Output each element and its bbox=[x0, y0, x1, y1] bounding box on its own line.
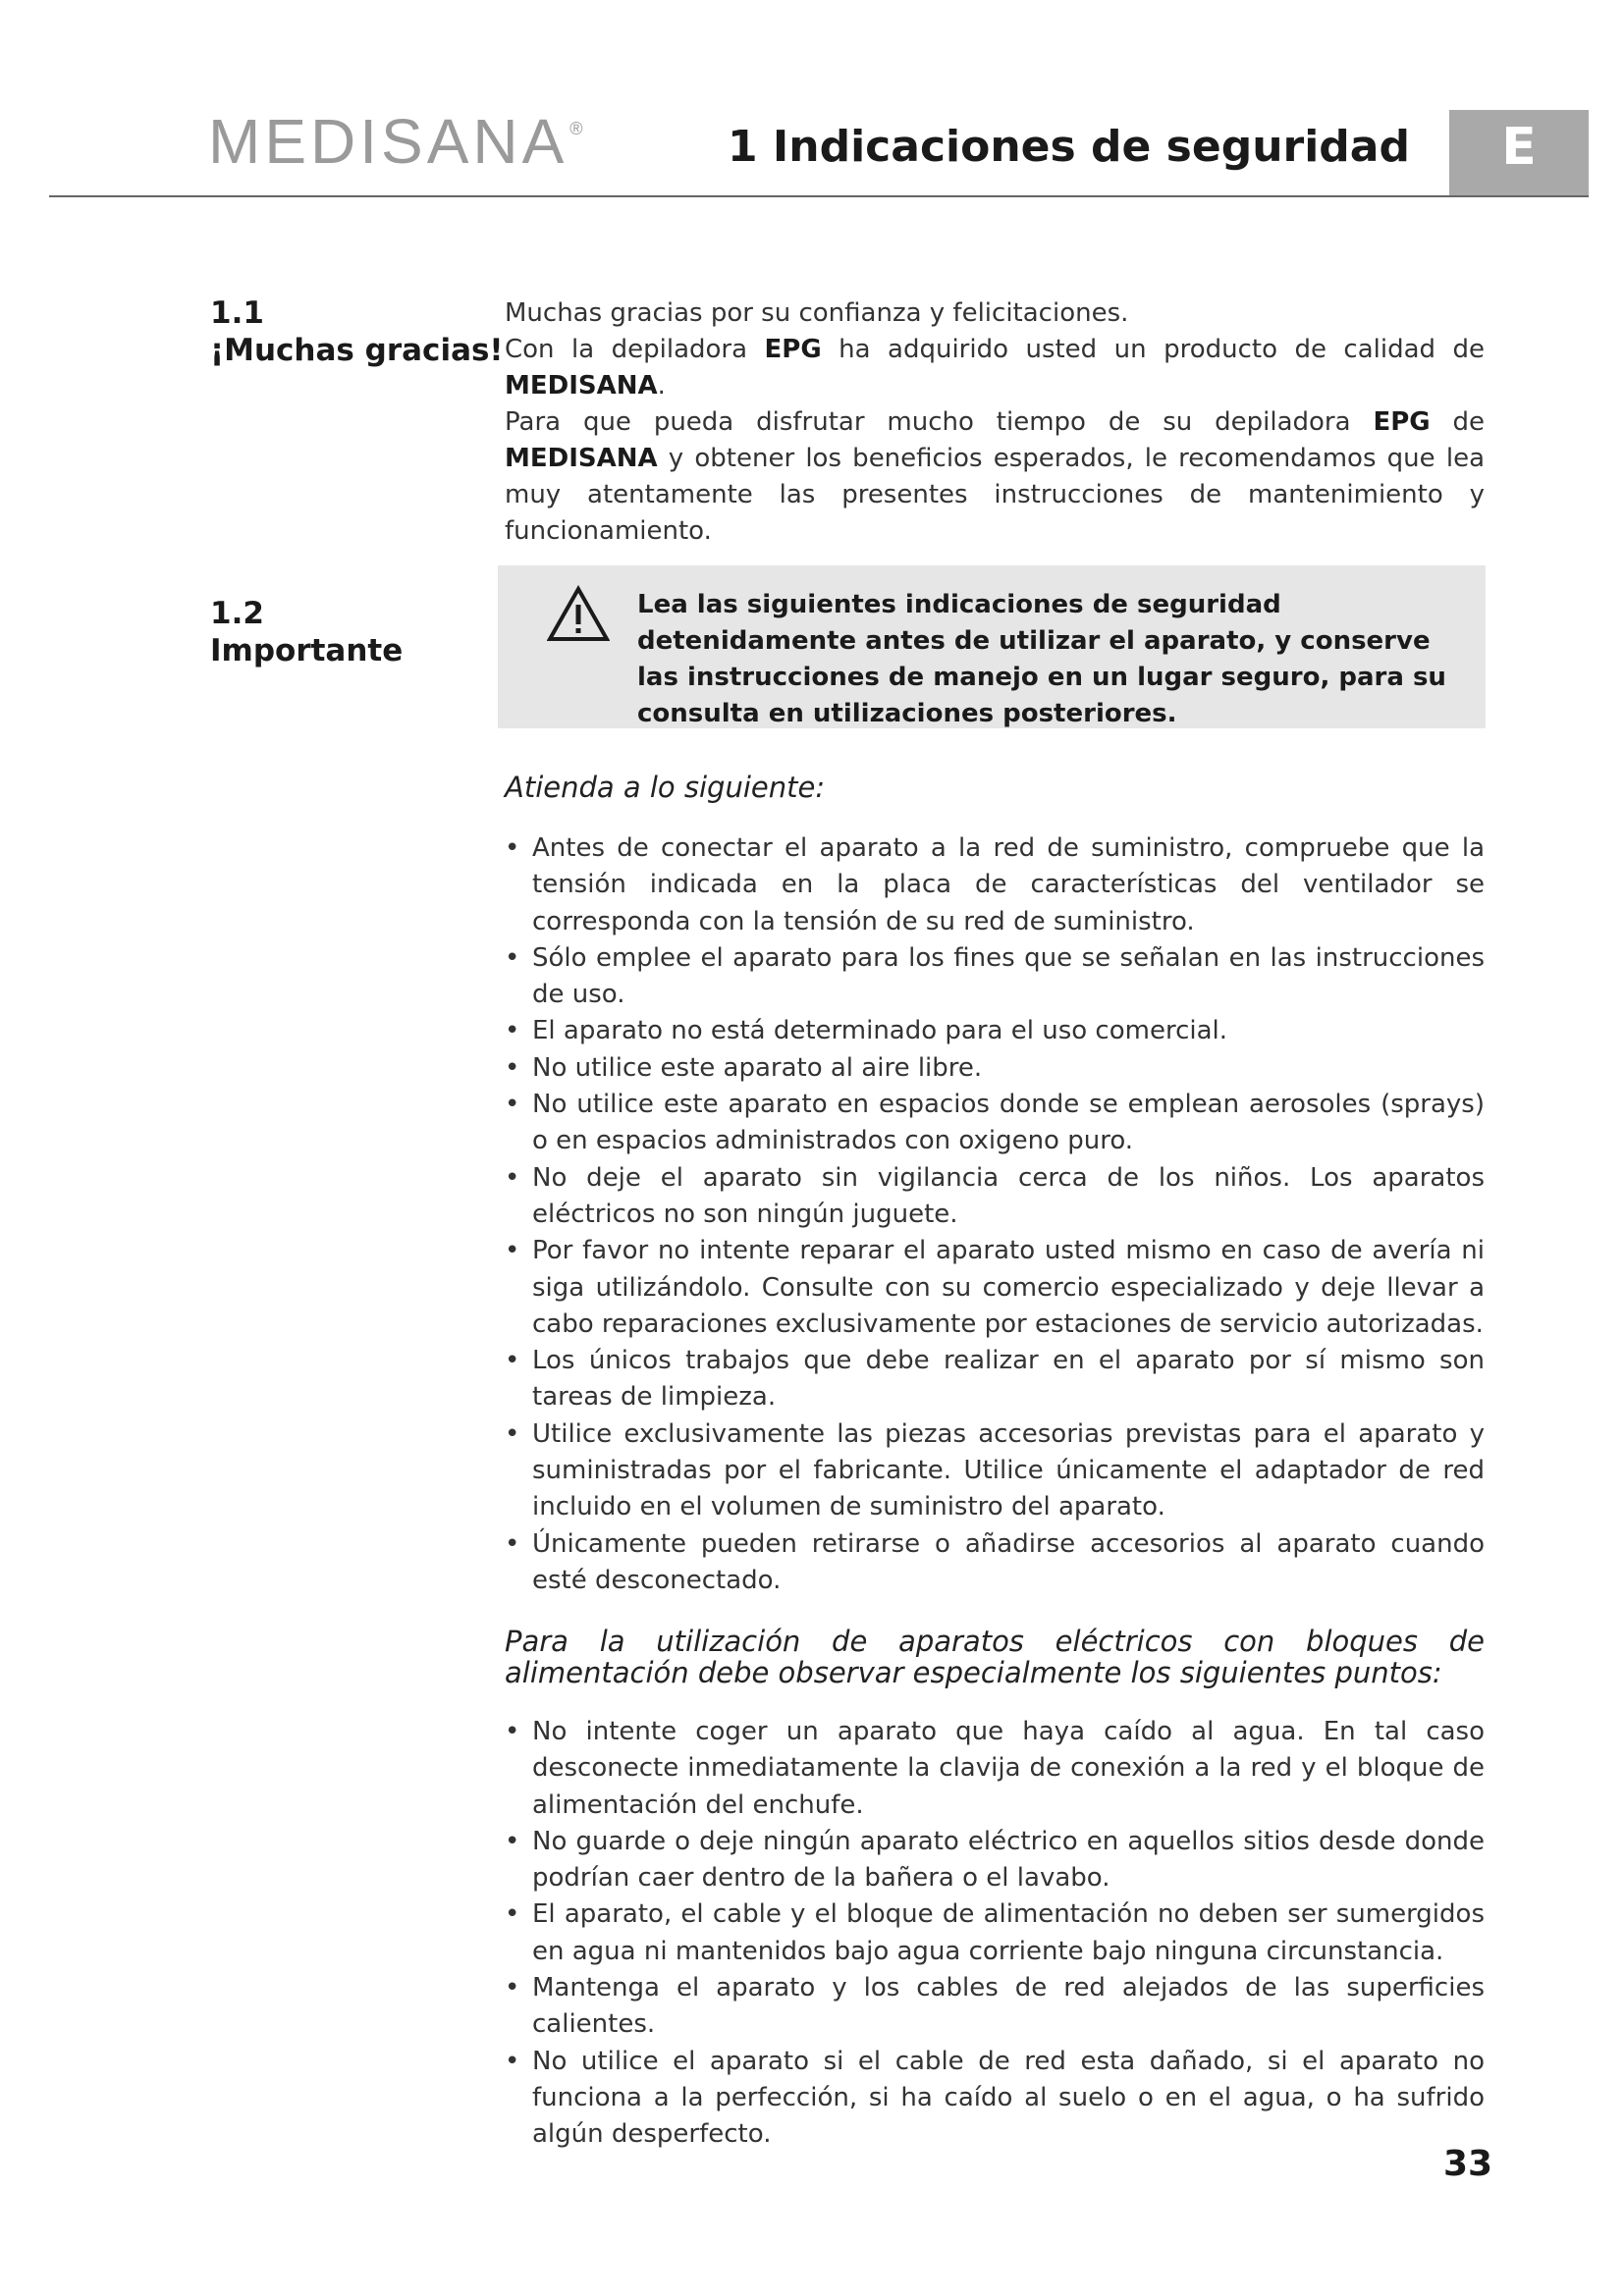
medisana-logo: MEDISANA ® bbox=[208, 106, 587, 177]
list-item: • Por favor no intente reparar el aparato usted mismo en caso de avería ni siga utilizándolo. Consulte con su comercio especializado y deje llevar a cabo reparaciones exclusivamente por estaciones de servicio autorizadas. bbox=[505, 1233, 1485, 1343]
chapter-title: 1 Indicaciones de seguridad bbox=[727, 122, 1410, 172]
warning-triangle-icon bbox=[547, 585, 610, 642]
thanks-line: Muchas gracias por su confianza y felicitaciones. bbox=[505, 298, 1129, 328]
list-item: • El aparato no está determinado para el uso comercial. bbox=[505, 1013, 1485, 1049]
list-item: • No utilice el aparato si el cable de red esta dañado, si el aparato no funciona a la perfección, si ha caído al suelo o en el agua, o ha sufrido algún desperfecto. bbox=[505, 2044, 1485, 2154]
list-heading: Para la utilización de aparatos eléctricos con bloques de alimentación debe observar especialmente los siguientes puntos: bbox=[505, 1625, 1485, 1689]
section-1-1-label bbox=[210, 294, 504, 369]
section-1-1-body bbox=[505, 295, 1485, 550]
list-item: • El aparato, el cable y el bloque de alimentación no deben ser sumergidos en agua ni mantenidos bajo agua corriente bajo ninguna circunstancia. bbox=[505, 1896, 1485, 1970]
section-number: 1.1 bbox=[210, 295, 264, 331]
section-title: ¡Muchas gracias! bbox=[210, 333, 504, 368]
header-divider bbox=[49, 195, 1589, 197]
list-item: • Únicamente pueden retirarse o añadirse accesorios al aparato cuando esté desconectado. bbox=[505, 1526, 1485, 1600]
page-number: 33 bbox=[1443, 2144, 1493, 2184]
list-item: • Sólo emplee el aparato para los fines que se señalan en las instrucciones de uso. bbox=[505, 940, 1485, 1014]
safety-list-power-supply bbox=[505, 1626, 1485, 2154]
list-item: • No guarde o deje ningún aparato eléctrico en aquellos sitios desde donde podrían caer dentro de la bañera o el lavabo. bbox=[505, 1824, 1485, 1897]
intro-paragraph-product: Con la depiladora EPG ha adquirido usted un producto de calidad de MEDISANA. bbox=[505, 335, 1485, 400]
warning-text: Lea las siguientes indicaciones de seguridad detenidamente antes de utilizar el aparato, y conserve las instrucciones de manejo en un lugar seguro, para su consulta en utilizaciones posteriores. bbox=[637, 590, 1446, 728]
list-heading: Atienda a lo siguiente: bbox=[505, 771, 826, 804]
section-1-2-label bbox=[210, 595, 403, 669]
language-tab: E bbox=[1449, 110, 1589, 196]
intro-paragraph-recommendation: Para que pueda disfrutar mucho tiempo de su depiladora EPG de MEDISANA y obtener los beneficios esperados, le recomendamos que lea muy atentamente las presentes instrucciones de mantenimiento y funcionamiento. bbox=[505, 407, 1485, 546]
list-item: • No deje el aparato sin vigilancia cerca de los niños. Los aparatos eléctricos no son ningún juguete. bbox=[505, 1160, 1485, 1234]
list-item: • No utilice este aparato al aire libre. bbox=[505, 1050, 1485, 1087]
list-item: • Los únicos trabajos que debe realizar en el aparato por sí mismo son tareas de limpieza. bbox=[505, 1343, 1485, 1416]
list-item: • Antes de conectar el aparato a la red de suministro, compruebe que la tensión indicada en la placa de características del ventilador se corresponda con la tensión de su red de suministro. bbox=[505, 830, 1485, 940]
list-item: • No intente coger un aparato que haya caído al agua. En tal caso desconecte inmediatamente la clavija de conexión a la red y el bloque de alimentación del enchufe. bbox=[505, 1714, 1485, 1824]
warning-box bbox=[498, 565, 1486, 728]
section-title: Importante bbox=[210, 633, 404, 668]
list-item: • Utilice exclusivamente las piezas accesorias previstas para el aparato y suministradas por el fabricante. Utilice únicamente el adaptador de red incluido en el volumen de suministro del aparato. bbox=[505, 1416, 1485, 1526]
section-number: 1.2 bbox=[210, 596, 264, 631]
list-item: • No utilice este aparato en espacios donde se emplean aerosoles (sprays) o en espacios administrados con oxigeno puro. bbox=[505, 1087, 1485, 1160]
list-item: • Mantenga el aparato y los cables de red alejados de las superficies calientes. bbox=[505, 1970, 1485, 2044]
safety-list-general bbox=[505, 772, 1485, 1599]
